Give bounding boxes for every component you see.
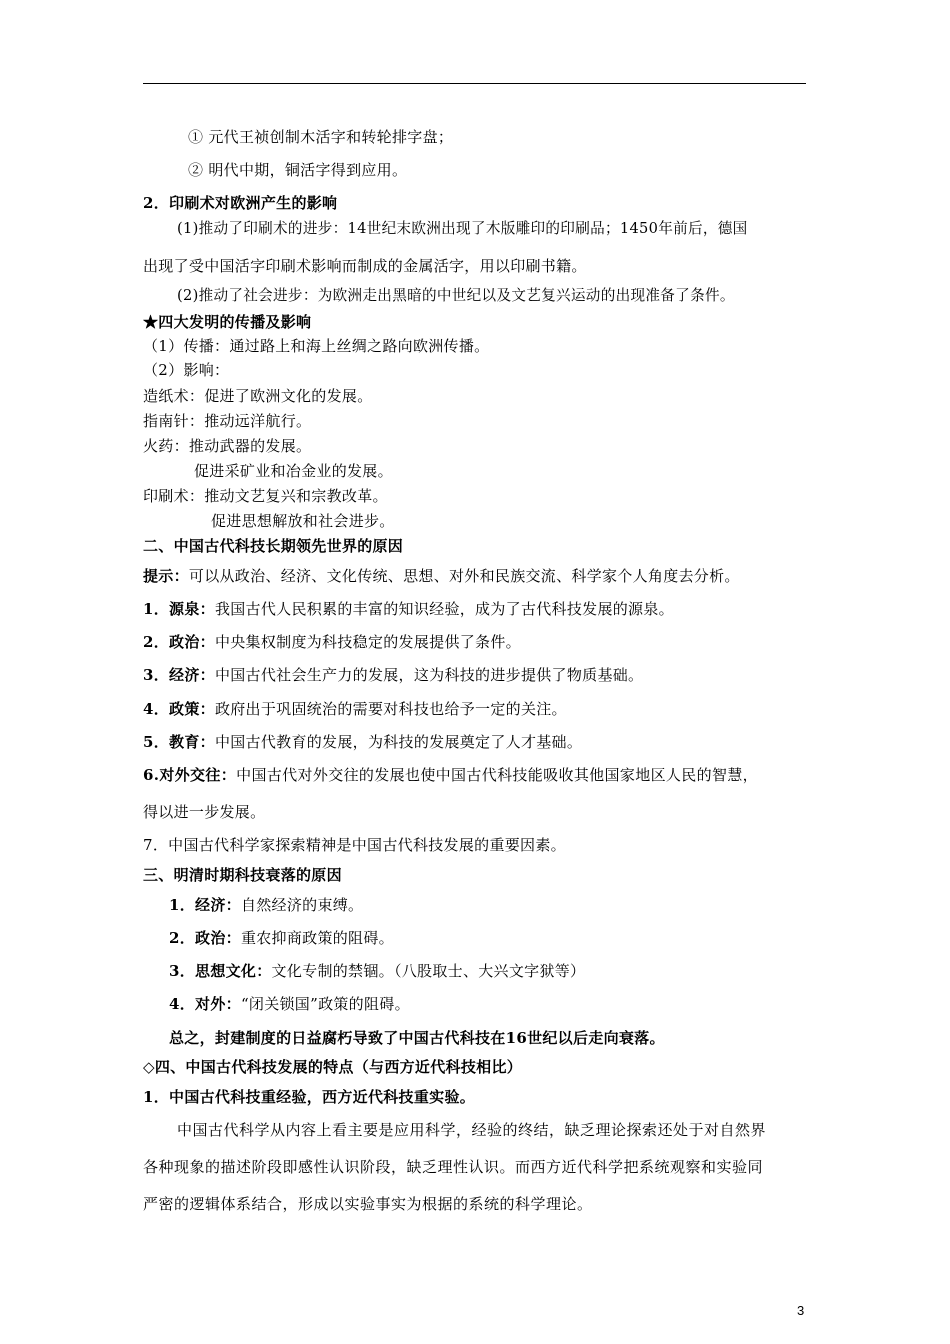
item-label: 3．经济： — [143, 666, 215, 684]
text-line: 火药：推动武器的发展。 — [143, 437, 312, 455]
item-text: 可以从政治、经济、文化传统、思想、对外和民族交流、科学家个人角度去分析。 — [188, 567, 740, 585]
item-label: 1．源泉： — [143, 600, 215, 618]
text-line — [169, 895, 363, 915]
item-text: 中国古代社会生产力的发展，这为科技的进步提供了物质基础。 — [214, 666, 644, 684]
summary-line: 总之，封建制度的日益腐朽导致了中国古代科技在16世纪以后走向衰落。 — [169, 1029, 665, 1047]
text-line — [143, 765, 758, 785]
text-line — [169, 994, 410, 1014]
text-line: (2)推动了社会进步：为欧洲走出黑暗的中世纪以及文艺复兴运动的出现准备了条件。 — [177, 287, 735, 304]
section-heading: 1．中国古代科技重经验，西方近代科技重实验。 — [143, 1088, 476, 1106]
text-line: 各种现象的描述阶段即感性认识阶段，缺乏理性认识。而西方近代科学把系统观察和实验同 — [143, 1158, 764, 1176]
text-line: 促进采矿业和冶金业的发展。 — [194, 462, 393, 480]
item-text: 自然经济的束缚。 — [240, 896, 364, 914]
item-label: 5．教育： — [143, 733, 215, 751]
item-label: 2．政治： — [143, 633, 215, 651]
item-label: 3．思想文化： — [169, 962, 272, 980]
text-line — [143, 732, 582, 752]
text-line: (1)推动了印刷术的进步：14世纪末欧洲出现了木版雕印的印刷品；1450年前后，德国 — [177, 220, 748, 237]
item-text: 中国古代教育的发展，为科技的发展奠定了人才基础。 — [214, 733, 583, 751]
text-line: 7．中国古代科学家探索精神是中国古代科技发展的重要因素。 — [143, 836, 566, 854]
item-text: 我国古代人民积累的丰富的知识经验，成为了古代科技发展的源泉。 — [214, 600, 674, 618]
item-label: 提示： — [143, 567, 189, 585]
item-text: 中央集权制度为科技稳定的发展提供了条件。 — [214, 633, 521, 651]
text-line: 出现了受中国活字印刷术影响而制成的金属活字，用以印刷书籍。 — [143, 257, 587, 275]
text-line: ② 明代中期，铜活字得到应用。 — [188, 161, 408, 179]
section-heading: 三、明清时期科技衰落的原因 — [143, 866, 342, 884]
item-label: 2．政治： — [169, 929, 241, 947]
page-number: 3 — [797, 1303, 805, 1318]
text-line: 印刷术：推动文艺复兴和宗教改革。 — [143, 487, 388, 505]
text-line — [169, 928, 394, 948]
text-line: 造纸术：促进了欧洲文化的发展。 — [143, 387, 373, 405]
section-heading: ★四大发明的传播及影响 — [143, 313, 312, 331]
text-line — [143, 699, 567, 719]
item-text: 政府出于巩固统治的需要对科技也给予一定的关注。 — [214, 700, 567, 718]
text-line: 严密的逻辑体系结合，形成以实验事实为根据的系统的科学理论。 — [143, 1195, 593, 1213]
header-rule — [143, 83, 806, 84]
text-line: 促进思想解放和社会进步。 — [211, 512, 395, 530]
text-line: （1）传播：通过路上和海上丝绸之路向欧洲传播。 — [143, 337, 490, 355]
section-heading: 二、中国古代科技长期领先世界的原因 — [143, 537, 404, 555]
text-line — [169, 961, 585, 981]
item-text: “闭关锁国”政策的阻碍。 — [240, 995, 410, 1013]
item-label: 4．政策： — [143, 700, 215, 718]
item-label: 6.对外交往： — [143, 766, 237, 784]
item-label: 4．对外： — [169, 995, 241, 1013]
text-line: 中国古代科学从内容上看主要是应用科学，经验的终结，缺乏理论探索还处于对自然界 — [177, 1121, 767, 1139]
item-label: 1．经济： — [169, 896, 241, 914]
section-heading: 2．印刷术对欧洲产生的影响 — [143, 194, 338, 212]
text-line — [143, 566, 740, 586]
text-line: 指南针：推动远洋航行。 — [143, 412, 312, 430]
item-text: 中国古代对外交往的发展也使中国古代科技能吸收其他国家地区人民的智慧， — [236, 766, 759, 784]
item-text: 文化专制的禁锢。（八股取士、大兴文字狱等） — [271, 962, 586, 980]
text-line: ① 元代王祯创制木活字和转轮排字盘； — [188, 128, 454, 146]
text-line — [143, 599, 674, 619]
text-line: 得以进一步发展。 — [143, 803, 266, 821]
text-line — [143, 632, 521, 652]
section-heading: ◇四、中国古代科技发展的特点（与西方近代科技相比） — [143, 1058, 523, 1076]
item-text: 重农抑商政策的阻碍。 — [240, 929, 394, 947]
text-line: （2）影响： — [143, 361, 230, 379]
text-line — [143, 665, 643, 685]
